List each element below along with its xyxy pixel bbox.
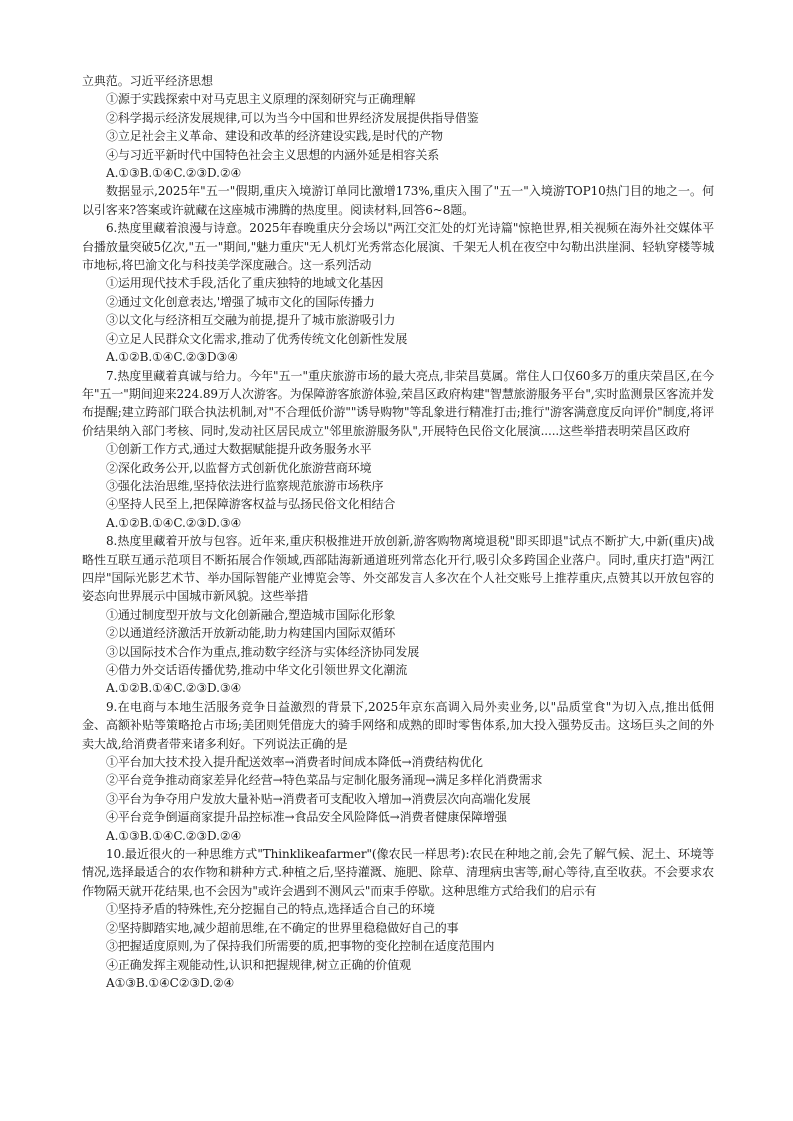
q8-option-1: ①通过制度型开放与文化创新融合,塑造城市国际化形象 <box>106 607 396 622</box>
q8-option-4: ④借力外交话语传播优势,推动中华文化引领世界文化潮流 <box>106 663 408 677</box>
q10-answers: A①③B.①④C②③D.②④ <box>106 975 235 990</box>
q7-option-2: ②深化政务公开,以监督方式创新优化旅游营商环境 <box>106 460 372 475</box>
q9-option-4: ④平台竞争倒逼商家提升品控标准→食品安全风险降低→消费者健康保障增强 <box>106 810 507 825</box>
q6-answers: A.①②B.①④C.②③D③④ <box>106 350 238 365</box>
q8-option-3: ③以国际技术合作为重点,推动数字经济与实体经济协同发展 <box>106 644 420 659</box>
q6-option-4: ④立足人民群众文化需求,推动了优秀传统文化创新性发展 <box>106 331 408 346</box>
q7-answers: A.①②B.①④C.②③D.③④ <box>106 515 242 530</box>
q5-answers: A.①③B.①④C.②③D.②④ <box>106 166 242 181</box>
question-10 <box>82 845 714 992</box>
q9-option-2: ②平台竞争推动商家差异化经营→特色菜品与定制化服务涌现→满足多样化消费需求 <box>106 773 543 788</box>
q7-option-4: ④坚持人民至上,把保障游客权益与弘扬民俗文化相结合 <box>106 497 396 512</box>
q9-option-3: ③平台为争夺用户发放大量补贴→消费者可支配收入增加→消费层次向高端化发展 <box>106 791 531 806</box>
q7-stem: 7.热度里藏着真诚与给力。今年"五一"重庆旅游市场的最大亮点,非荣昌莫属。常住人口仅60多万的重庆荣昌区,在今年"五一"期间迎来224.89万人次游客。为保障游客旅游体验,荣昌区政府构建"智慧旅游服务平台",实时监测景区客流并发布提醒;建立跨部门联合执法机制,对"不合理低价游""诱导购物"等乱象进行精准打击;推行"游客满意度反向评价"制度,将评价结果纳入部门考核、同时,发动社区居民成立"邻里旅游服务队",开展特色民俗文化展演.....这些举措表明荣昌区政府 <box>82 368 714 438</box>
q9-answers: A.①③B.①④C.②③D.②④ <box>106 828 242 843</box>
q5-option-2: ②科学揭示经济发展规律,可以为当今中国和世界经济发展提供指导借鉴 <box>106 110 479 125</box>
q10-option-3: ③把握适度原则,为了保持我们所需要的质,把事物的变化控制在适度范围内 <box>106 939 495 954</box>
q6-stem: 6.热度里藏着浪漫与诗意。2025年春晚重庆分会场以"两江交汇处的灯光诗篇"惊艳世界,相关视频在海外社交媒体平台播放量突破5亿次,"五一"期间,"魅力重庆"无人机灯光秀常态化展演、千架无人机在夜空中勾勒出洪崖洞、轻轨穿楼等城市地标,将巴渝文化与科技美学深度融合。这一系列活动 <box>82 221 714 273</box>
q6-option-3: ③以文化与经济相互交融为前提,提升了城市旅游吸引力 <box>106 313 396 328</box>
exam-page <box>82 72 714 992</box>
q10-option-2: ②坚持脚踏实地,减少超前思维,在不确定的世界里稳稳做好自己的事 <box>106 920 459 935</box>
q10-stem: 10.最近很火的一种思维方式"Thinklikeafarmer"(像农民一样思考):农民在种地之前,会先了解气候、泥土、环境等情况,选择最适合的农作物和耕种方式.种植之后,坚持灌溉、施肥、除草、清理病虫害等,耐心等待,直至收获。不会要求农作物隔天就开花结果,也不会因为"或许会遇到不测风云"而束手停歇。这种思维方式给我们的启示有 <box>82 847 714 898</box>
q10-option-4: ④正确发挥主观能动性,认识和把握规律,树立正确的价值观 <box>106 957 411 972</box>
reading-material: 数据显示,2025年"五一"假期,重庆入境游订单同比激增173%,重庆入围了"五一"入境游TOP10热门目的地之一。何以引客来?答案或许就藏在这座城市沸腾的热度里。阅读材料,回答6~8题。 <box>82 184 714 217</box>
intro-line: 立典范。习近平经济思想 <box>82 74 213 88</box>
q7-option-3: ③强化法治思维,坚持依法进行监察规范旅游市场秩序 <box>106 478 384 493</box>
q10-option-1: ①坚持矛盾的特殊性,充分挖掘自己的特点,选择适合自己的环境 <box>106 902 435 917</box>
question-6 <box>82 219 714 366</box>
q6-option-1: ①运用现代技术手段,活化了重庆独特的地域文化基因 <box>106 276 384 291</box>
q6-option-2: ②通过文化创意表达,'增强了城市文化的国际传播力 <box>106 294 375 309</box>
q8-stem: 8.热度里藏着开放与包容。近年来,重庆积极推进开放创新,游客购物离境退税"即买即退"试点不断扩大,中新(重庆)战略性互联互通示范项目不断拓展合作领域,西部陆海新通道班列常态化开行,吸引众多跨国企业落户。同时,重庆打造"两江四岸"国际光影艺术节、举办国际智能产业博览会等、外交部发言人多次在个人社交账号上推荐重庆,点赞其以开放包容的姿态向世界展示中国城市新风貌。这些举措 <box>82 534 714 604</box>
question-5-options <box>82 90 714 182</box>
q5-option-1: ①源于实践探索中对马克思主义原理的深刻研究与正确理解 <box>106 92 416 107</box>
q8-option-2: ②以通道经济激活开放新动能,助力构建国内国际双循环 <box>106 626 396 641</box>
question-7 <box>82 367 714 533</box>
q5-option-3: ③立足社会主义革命、建设和改革的经济建设实践,是时代的产物 <box>106 129 443 144</box>
question-9 <box>82 698 714 845</box>
q7-option-1: ①创新工作方式,通过大数据赋能提升政务服务水平 <box>106 442 372 457</box>
q9-stem: 9.在电商与本地生活服务竞争日益激烈的背景下,2025年京东高调入局外卖业务,以"品质堂食"为切入点,推出低佣金、高额补贴等策略抢占市场;美团则凭借庞大的骑手网络和成熟的即时零售体系,加大投入强势反击。这场巨头之间的外卖大战,给消费者带来诸多利好。下列说法正确的是 <box>82 699 714 751</box>
q9-option-1: ①平台加大技术投入提升配送效率→消费者时间成本降低→消费结构优化 <box>106 755 483 770</box>
question-8 <box>82 532 714 698</box>
q8-answers: A.①②B.①④C.②③D.③④ <box>106 681 242 696</box>
q5-option-4: ④与习近平新时代中国特色社会主义思想的内涵外延是相容关系 <box>106 147 440 162</box>
